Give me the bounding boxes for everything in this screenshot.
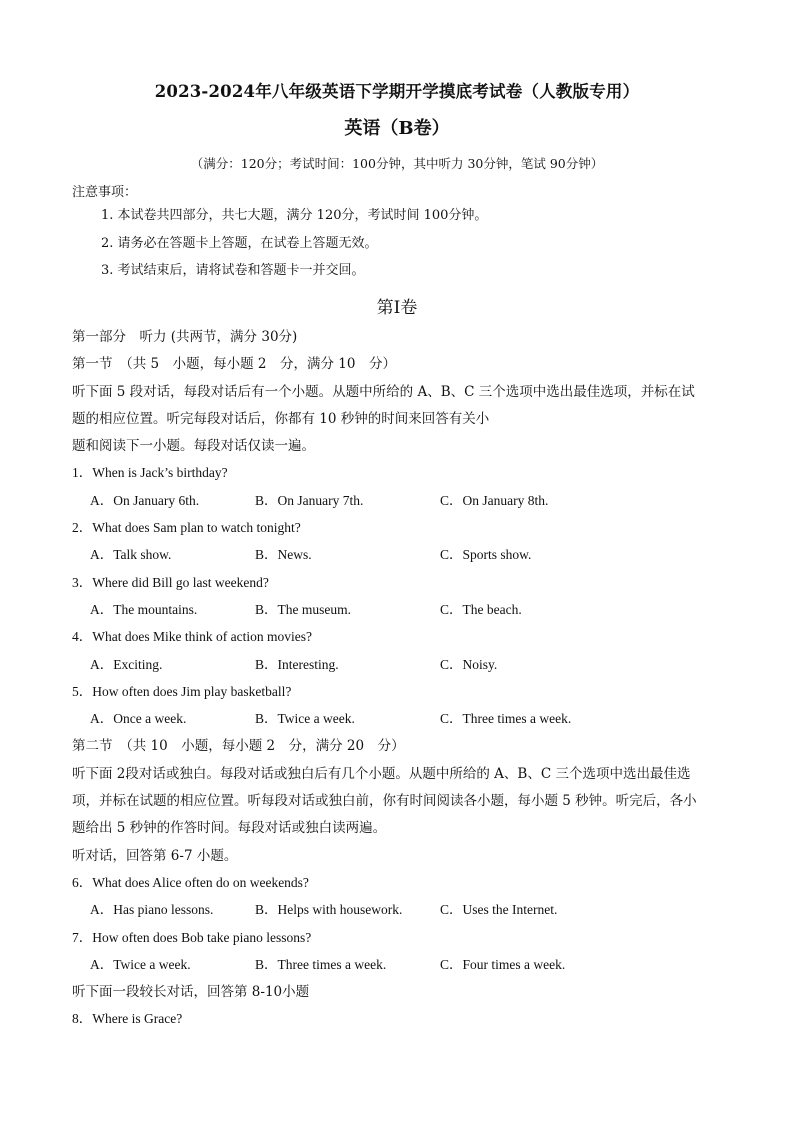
note-item: 1. 本试卷共四部分，共七大题，满分 120分，考试时间 100分钟。 bbox=[101, 208, 488, 223]
section2-heading: 第二节 （共 10 小题，每小题 2 分，满分 20 分） bbox=[72, 738, 405, 755]
question-7-options bbox=[72, 955, 724, 982]
question-5: 5．How often does Jim play basketball? bbox=[72, 683, 292, 699]
question-2: 2．What does Sam plan to watch tonight? bbox=[72, 520, 301, 536]
section1-instruction: 听下面 5 段对话，每段对话后有一个小题。从题中所给的 A、B、C 三个选项中选出最佳选项，并标在试 bbox=[72, 383, 695, 400]
dialogue-1-heading: 听对话，回答第 6-7 小题。 bbox=[72, 847, 238, 864]
option-b: B．Three times a week. bbox=[255, 956, 387, 972]
option-b: B．On January 7th. bbox=[255, 492, 364, 508]
section2-instruction: 听下面 2段对话或独白。每段对话或独白后有几个小题。从题中所给的 A、B、C 三个选项中选出最佳选 bbox=[72, 765, 691, 782]
question-4: 4．What does Mike think of action movies? bbox=[72, 629, 312, 645]
option-c: C．Sports show. bbox=[440, 547, 532, 563]
option-a: A．The mountains. bbox=[90, 601, 198, 617]
option-b: B．News. bbox=[255, 547, 312, 563]
notes-title: 注意事项： bbox=[72, 185, 138, 200]
volume-heading: 第I卷 bbox=[376, 298, 418, 318]
question-8: 8．Where is Grace? bbox=[72, 1011, 183, 1027]
score-info: （满分：120分；考试时间：100分钟，其中听力 30分钟，笔试 90分钟） bbox=[190, 156, 604, 171]
note-item: 2. 请务必在答题卡上答题，在试卷上答题无效。 bbox=[101, 235, 378, 251]
question-1-options bbox=[72, 491, 724, 518]
question-6: 6．What does Alice often do on weekends? bbox=[72, 874, 309, 890]
option-b: B．The museum. bbox=[255, 601, 351, 617]
section1-heading: 第一节 （共 5 小题，每小题 2 分，满分 10 分） bbox=[72, 356, 396, 373]
option-a: A．On January 6th. bbox=[90, 492, 200, 508]
exam-subtitle: 英语（B卷） bbox=[344, 118, 450, 139]
section2-instruction: 项，并标在试题的相应位置。听每段对话或独白前，你有时间阅读各小题，每小题 5 秒钟。听完后，各小 bbox=[72, 793, 697, 810]
option-c: C．Four times a week. bbox=[440, 956, 566, 972]
question-6-options bbox=[72, 900, 724, 927]
question-3: 3．Where did Bill go last weekend? bbox=[72, 574, 269, 590]
note-item: 3. 考试结束后，请将试卷和答题卡一并交回。 bbox=[101, 263, 365, 278]
section1-instruction: 题的相应位置。听完每段对话后，你都有 10 秒钟的时间来回答有关小 bbox=[72, 410, 490, 427]
section2-instruction: 题给出 5 秒钟的作答时间。每段对话或独白读两遍。 bbox=[72, 820, 387, 837]
option-c: C．On January 8th. bbox=[440, 492, 549, 508]
option-b: B．Twice a week. bbox=[255, 711, 355, 727]
question-3-options bbox=[72, 600, 724, 627]
exam-title: 2023-2024年八年级英语下学期开学摸底考试卷（人教版专用） bbox=[154, 82, 640, 101]
option-a: A．Once a week. bbox=[90, 711, 187, 727]
option-c: C．The beach. bbox=[440, 601, 522, 617]
option-c: C．Noisy. bbox=[440, 656, 498, 672]
option-c: C．Three times a week. bbox=[440, 711, 572, 727]
question-5-options bbox=[72, 709, 724, 736]
option-a: A．Exciting. bbox=[90, 656, 163, 672]
part1-heading: 第一部分 听力 (共两节，满分 30分) bbox=[72, 329, 298, 345]
listening-part bbox=[72, 327, 724, 1037]
question-4-options bbox=[72, 655, 724, 682]
notes-list bbox=[101, 206, 487, 289]
option-a: A．Has piano lessons. bbox=[90, 902, 214, 918]
question-2-options bbox=[72, 545, 724, 572]
section1-instruction: 题和阅读下一小题。每段对话仅读一遍。 bbox=[72, 438, 315, 455]
question-7: 7．How often does Bob take piano lessons? bbox=[72, 929, 312, 945]
dialogue-2-heading: 听下面一段较长对话，回答第 8-10小题 bbox=[72, 984, 310, 1001]
option-b: B．Interesting. bbox=[255, 656, 339, 672]
option-c: C．Uses the Internet. bbox=[440, 902, 558, 918]
option-b: B．Helps with housework. bbox=[255, 902, 403, 918]
option-a: A．Twice a week. bbox=[90, 956, 191, 972]
option-a: A．Talk show. bbox=[90, 547, 172, 563]
question-1: 1．When is Jack’s birthday? bbox=[72, 465, 228, 481]
